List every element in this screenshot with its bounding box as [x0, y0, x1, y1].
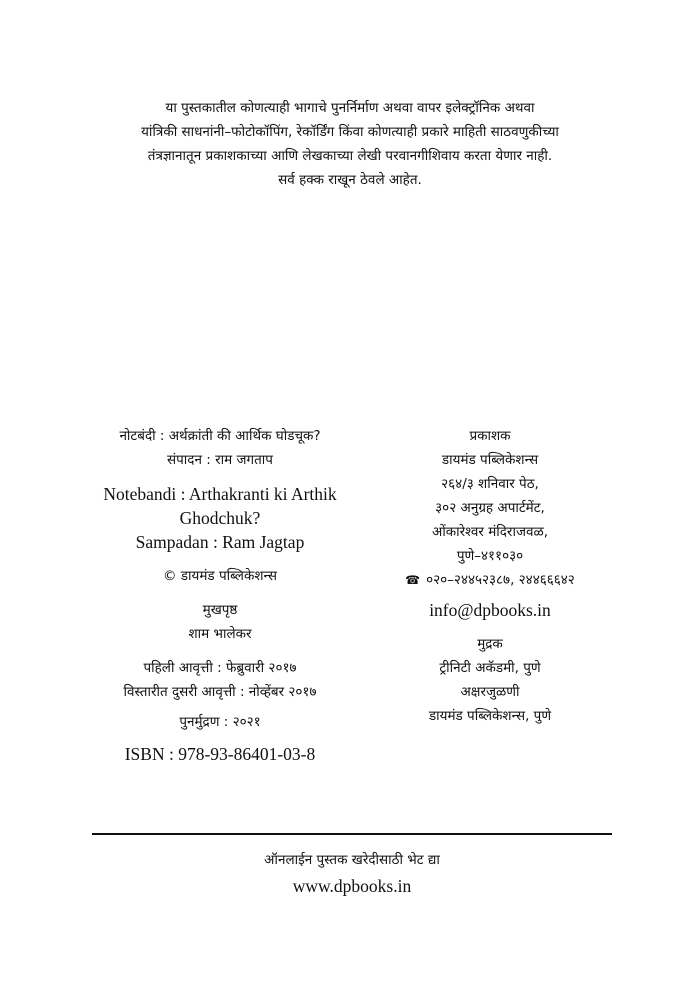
title-english-line-1: Notebandi : Arthakranti ki Arthik [103, 484, 337, 504]
rights-notice [60, 96, 640, 192]
second-edition: विस्तारीत दुसरी आवृत्ती : नोव्हेंबर २०१७ [123, 684, 317, 700]
publisher-name: डायमंड पब्लिकेशन्स [441, 452, 539, 468]
publisher-label: प्रकाशक [469, 428, 511, 444]
address-line: ३०२ अनुग्रह अपार्टमेंट, [435, 500, 545, 516]
cover-label: मुखपृष्ठ [202, 602, 238, 618]
website-link[interactable]: www.dpbooks.in [292, 876, 412, 896]
editor-marathi: संपादन : राम जगताप [167, 452, 273, 468]
printer-name: ट्रीनिटी अकॅडमी, पुणे [439, 660, 541, 676]
typesetting-label: अक्षरजुळणी [460, 684, 520, 700]
footer-text: ऑनलाईन पुस्तक खरेदीसाठी भेट द्या [264, 852, 440, 868]
book-details-column [70, 424, 370, 766]
notice-line: यांत्रिकी साधनांनी–फोटोकॉपिंग, रेकॉर्डिंग किंवा कोणत्याही प्रकारे माहिती साठवणुकीच्या [141, 124, 559, 140]
printer-label: मुद्रक [477, 636, 503, 652]
address-line: ओंकारेश्वर मंदिराजवळ, [431, 524, 549, 540]
copyright-notice: © डायमंड पब्लिकेशन्स [163, 568, 277, 584]
publisher-column [355, 424, 625, 728]
notice-line: या पुस्तकातील कोणत्याही भागाचे पुनर्निर्माण अथवा वापर इलेक्ट्रॉनिक अथवा [165, 100, 535, 116]
title-marathi: नोटबंदी : अर्थक्रांती की आर्थिक घोडचूक? [119, 428, 321, 444]
phone-line [355, 568, 625, 592]
cover-artist: शाम भालेकर [188, 626, 252, 642]
email-link[interactable]: info@dpbooks.in [429, 600, 551, 620]
notice-line: तंत्रज्ञानातून प्रकाशकाच्या आणि लेखकाच्या लेखी परवानगीशिवाय करता येणार नाही. [147, 148, 553, 164]
first-edition: पहिली आवृत्ती : फेब्रुवारी २०१७ [143, 660, 297, 676]
phone-number: ०२०–२४४५२३८७, २४४६६६४२ [426, 572, 575, 588]
divider [92, 833, 612, 835]
isbn: ISBN : 978-93-86401-03-8 [124, 744, 316, 764]
footer [92, 848, 612, 898]
address-line: २६४/३ शनिवार पेठ, [441, 476, 539, 492]
reprint: पुनर्मुद्रण : २०२१ [179, 714, 261, 730]
address-line: पुणे–४११०३० [456, 548, 524, 564]
editor-english: Sampadan : Ram Jagtap [135, 532, 305, 552]
title-english-line-2: Ghodchuk? [179, 508, 261, 528]
phone-icon: ☎ [405, 573, 421, 587]
notice-line: सर्व हक्क राखून ठेवले आहेत. [278, 172, 422, 188]
typesetting-name: डायमंड पब्लिकेशन्स, पुणे [428, 708, 552, 724]
